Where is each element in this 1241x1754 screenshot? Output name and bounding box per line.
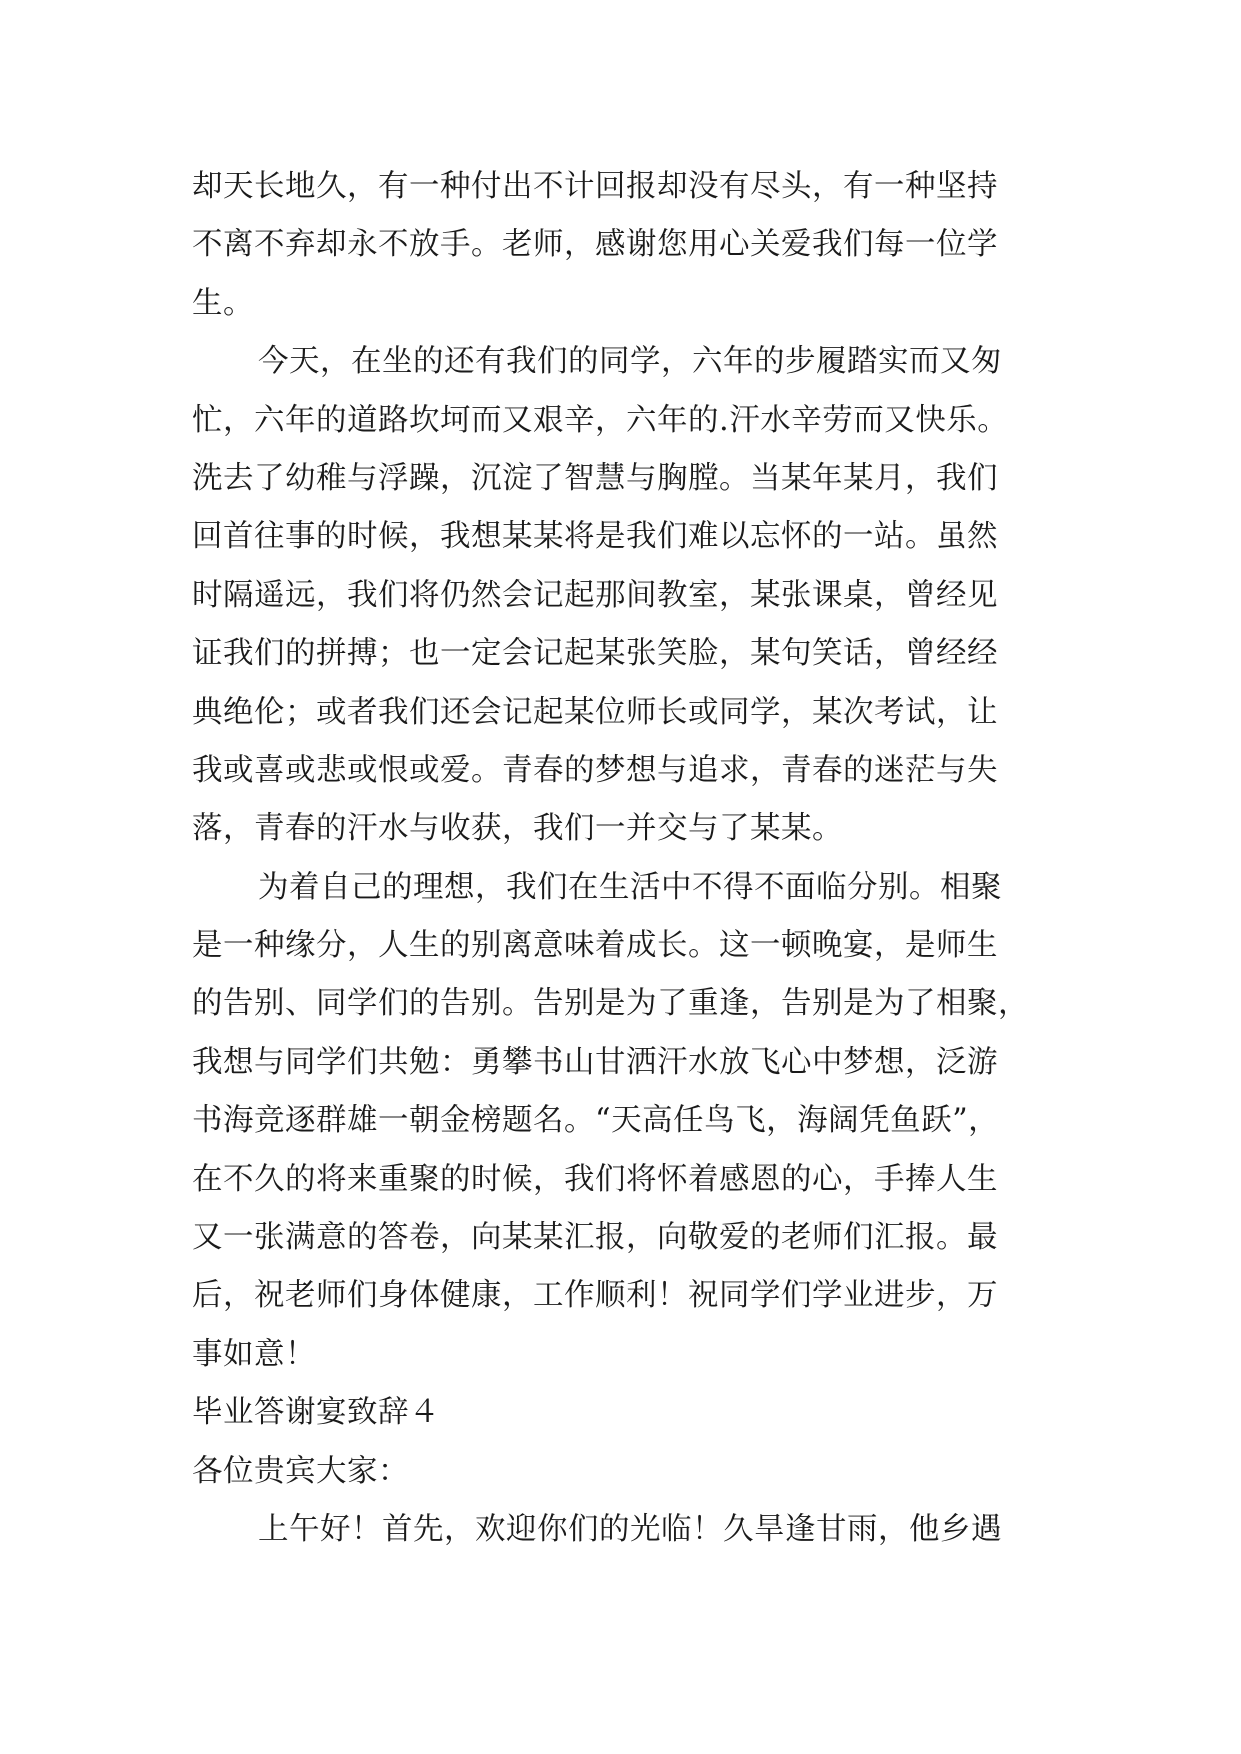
text-line: 事如意！ — [192, 1336, 316, 1372]
text-line: 忙，六年的道路坎坷而又艰辛，六年的.汗水辛劳而又快乐。 — [192, 402, 1009, 438]
text-line: 却天长地久，有一种付出不计回报却没有尽头，有一种坚持 — [192, 169, 998, 204]
text-line: 的告别、同学们的告别。告别是为了重逢，告别是为了相聚， — [192, 986, 1029, 1022]
text-line: 又一张满意的答卷，向某某汇报，向敬爱的老师们汇报。最 — [192, 1220, 998, 1256]
section-heading: 毕业答谢宴致辞４ — [192, 1395, 440, 1431]
text-line: 在不久的将来重聚的时候，我们将怀着感恩的心，手捧人生 — [192, 1161, 998, 1197]
text-line: 生。 — [192, 285, 254, 321]
paragraph-start-line: 为着自己的理想，我们在生活中不得不面临分别。相聚 — [258, 869, 1002, 905]
text-line: 回首往事的时候，我想某某将是我们难以忘怀的一站。虽然 — [192, 519, 998, 555]
paragraph-start-line: 今天，在坐的还有我们的同学，六年的步履踏实而又匆 — [258, 344, 1002, 380]
salutation-line: 各位贵宾大家： — [192, 1453, 409, 1489]
text-line: 落，青春的汗水与收获，我们一并交与了某某。 — [192, 811, 843, 847]
text-line: 后，祝老师们身体健康，工作顺利！祝同学们学业进步，万 — [192, 1278, 998, 1314]
text-line: 典绝伦；或者我们还会记起某位师长或同学，某次考试，让 — [192, 694, 998, 730]
text-line: 我或喜或悲或恨或爱。青春的梦想与追求，青春的迷茫与失 — [192, 752, 998, 788]
text-line: 我想与同学们共勉：勇攀书山甘洒汗水放飞心中梦想，泛游 — [192, 1044, 998, 1080]
text-line: 洗去了幼稚与浮躁，沉淀了智慧与胸膛。当某年某月，我们 — [192, 460, 998, 496]
text-line: 书海竞逐群雄一朝金榜题名。“天高任鸟飞，海阔凭鱼跃”， — [192, 1103, 1000, 1139]
text-line: 时隔遥远，我们将仍然会记起那间教室，某张课桌，曾经见 — [192, 577, 998, 613]
paragraph-start-line: 上午好！首先，欢迎你们的光临！久旱逢甘雨，他乡遇 — [258, 1511, 1002, 1547]
document-body — [192, 158, 1052, 1559]
text-line: 证我们的拼搏；也一定会记起某张笑脸，某句笑话，曾经经 — [192, 636, 998, 672]
text-line: 是一种缘分，人生的别离意味着成长。这一顿晚宴，是师生 — [192, 928, 998, 964]
text-line: 不离不弃却永不放手。老师，感谢您用心关爱我们每一位学 — [192, 227, 998, 263]
